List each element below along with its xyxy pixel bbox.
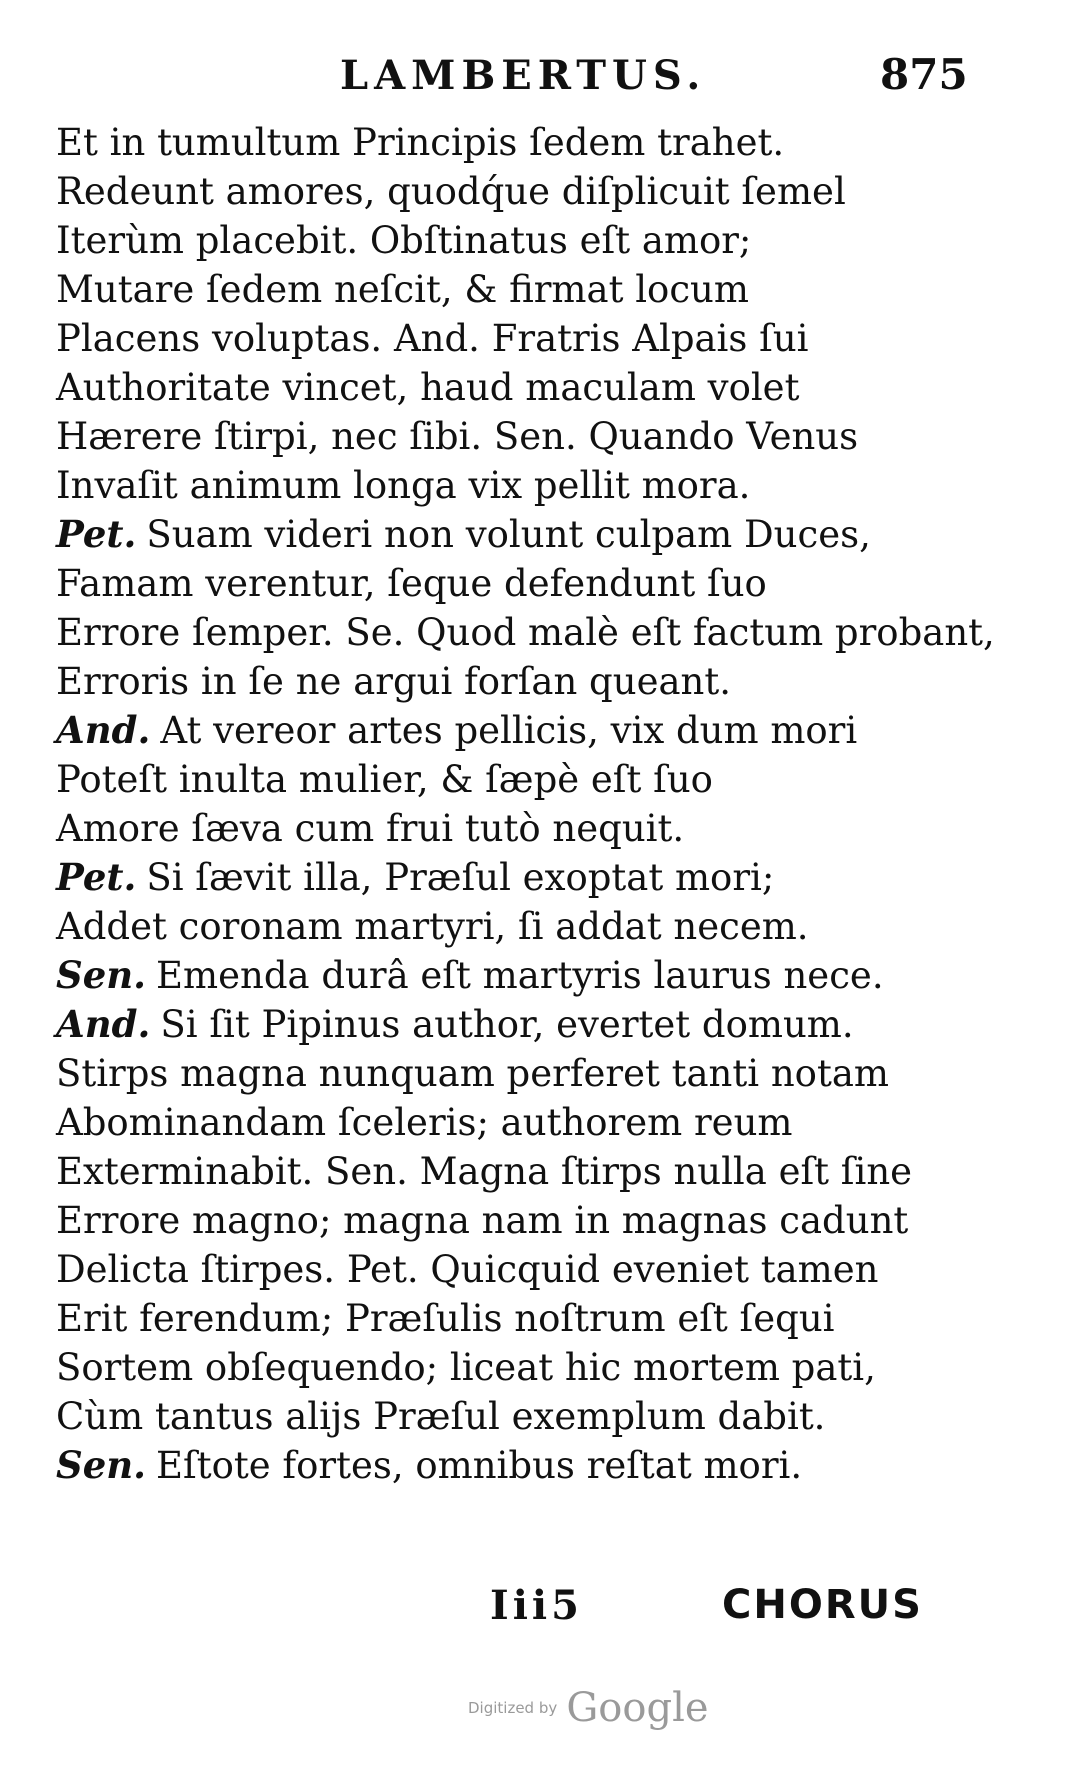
verse-text: Emenda durâ eſt martyris laurus nece. — [156, 954, 884, 997]
verse-text: At vereor artes pellicis, vix dum mori — [160, 709, 858, 752]
verse-text: Exterminabit. Sen. Magna ſtirps nulla eſt ſine — [56, 1150, 913, 1193]
verse-line — [56, 167, 1016, 216]
verse-line — [56, 1196, 1016, 1245]
verse-text: Si ſævit illa, Præſul exoptat mori; — [146, 856, 775, 899]
verse-line — [56, 1000, 1016, 1049]
verse-text: Amore ſæva cum frui tutò nequit. — [56, 807, 685, 850]
speaker-label: Sen. — [56, 953, 147, 997]
verse-line — [56, 265, 1016, 314]
verse-text: Eſtote fortes, omnibus reſtat mori. — [156, 1444, 803, 1487]
signature-mark: Iii5 — [490, 1582, 583, 1629]
verse-line — [56, 1098, 1016, 1147]
verse-line — [56, 1049, 1016, 1098]
verse-line — [56, 216, 1016, 265]
speaker-label: And. — [56, 708, 151, 752]
speaker-label: Pet. — [56, 512, 137, 556]
verse-text: Suam videri non volunt culpam Duces, — [146, 513, 871, 556]
verse-text: Errore magno; magna nam in magnas cadunt — [56, 1199, 909, 1242]
verse-line — [56, 804, 1016, 853]
verse-text: Redeunt amores, quodq́ue diſplicuit ſemel — [56, 170, 846, 213]
verse-text: Invaſit animum longa vix pellit mora. — [56, 464, 751, 507]
verse-text: Si ſit Pipinus author, evertet domum. — [160, 1003, 854, 1046]
verse-text: Erroris in ſe ne argui forſan queant. — [56, 660, 731, 703]
catchword: CHORUS — [722, 1582, 923, 1628]
speaker-label: And. — [56, 1002, 151, 1046]
verse-line — [56, 363, 1016, 412]
page-footer — [0, 1582, 1068, 1642]
verse-line — [56, 559, 1016, 608]
verse-text: Abominandam ſceleris; authorem reum — [56, 1101, 793, 1144]
page-number: 875 — [880, 50, 968, 99]
running-title: LAMBERTUS. — [340, 52, 707, 99]
verse-line — [56, 314, 1016, 363]
verse-text: Placens voluptas. And. Fratris Alpais ſui — [56, 317, 809, 360]
verse-line — [56, 1294, 1016, 1343]
verse-line — [56, 1147, 1016, 1196]
verse-text: Delicta ſtirpes. Pet. Quicquid eveniet tamen — [56, 1248, 879, 1291]
verse-line — [56, 1245, 1016, 1294]
verse-line — [56, 853, 1016, 902]
digitization-watermark — [468, 1685, 709, 1731]
speaker-label: Sen. — [56, 1443, 147, 1487]
verse-line — [56, 510, 1016, 559]
verse-line — [56, 608, 1016, 657]
verse-line — [56, 1343, 1016, 1392]
running-head — [0, 52, 1068, 102]
verse-line — [56, 1392, 1016, 1441]
verse-line — [56, 412, 1016, 461]
verse-line — [56, 902, 1016, 951]
watermark-brand: Google — [566, 1685, 709, 1731]
verse-block — [56, 118, 1016, 1490]
verse-text: Cùm tantus alijs Præſul exemplum dabit. — [56, 1395, 826, 1438]
verse-line — [56, 118, 1016, 167]
verse-text: Addet coronam martyri, ſi addat necem. — [56, 905, 809, 948]
verse-text: Errore ſemper. Se. Quod malè eſt factum probant, — [56, 611, 995, 654]
watermark-prefix: Digitized by — [468, 1699, 558, 1717]
verse-text: Poteſt inulta mulier, & ſæpè eſt ſuo — [56, 758, 713, 801]
verse-line — [56, 1441, 1016, 1490]
speaker-label: Pet. — [56, 855, 137, 899]
verse-line — [56, 706, 1016, 755]
verse-text: Famam verentur, ſeque defendunt ſuo — [56, 562, 767, 605]
verse-text: Sortem obſequendo; liceat hic mortem pati, — [56, 1346, 876, 1389]
verse-text: Hærere ſtirpi, nec ſibi. Sen. Quando Venus — [56, 415, 859, 458]
verse-text: Mutare ſedem neſcit, & firmat locum — [56, 268, 749, 311]
verse-text: Stirps magna nunquam perferet tanti notam — [56, 1052, 889, 1095]
verse-line — [56, 657, 1016, 706]
verse-line — [56, 755, 1016, 804]
verse-text: Iterùm placebit. Obſtinatus eſt amor; — [56, 219, 752, 262]
verse-text: Et in tumultum Principis ſedem trahet. — [56, 121, 785, 164]
verse-text: Erit ferendum; Præſulis noſtrum eſt ſequi — [56, 1297, 835, 1340]
verse-text: Authoritate vincet, haud maculam volet — [56, 366, 800, 409]
verse-line — [56, 461, 1016, 510]
verse-line — [56, 951, 1016, 1000]
